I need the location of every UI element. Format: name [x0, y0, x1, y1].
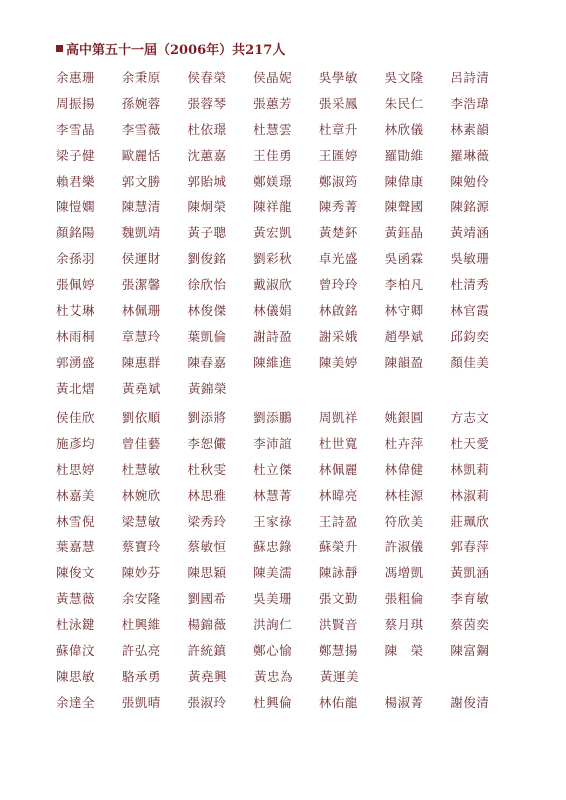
student-name: 陳俊文	[56, 565, 96, 581]
student-name: 劉彩秋	[253, 251, 293, 267]
student-name: 張采鳳	[318, 95, 358, 111]
student-name: 李雪晶	[56, 121, 96, 137]
student-name: 張佩婷	[56, 277, 96, 293]
student-name: 余惠珊	[56, 69, 96, 85]
name-list-block-1	[56, 64, 516, 401]
student-name: 王佳勇	[253, 147, 293, 163]
student-name: 梁子健	[56, 147, 96, 163]
student-name: 陳維進	[253, 354, 293, 370]
name-row	[56, 245, 516, 271]
name-row	[56, 508, 516, 534]
student-name: 李恕儼	[187, 435, 227, 451]
name-row	[56, 297, 516, 323]
student-name: 侯運財	[121, 251, 161, 267]
name-row	[56, 90, 516, 116]
square-bullet-icon	[56, 45, 63, 52]
student-name: 林素韻	[450, 121, 490, 137]
student-name: 王家祿	[253, 513, 293, 529]
student-name: 杜清秀	[450, 277, 490, 293]
student-name: 姚銀圓	[384, 409, 424, 425]
student-name: 陳愷嫻	[56, 199, 96, 215]
student-name: 林嘉美	[56, 487, 96, 503]
student-name: 陳美濡	[253, 565, 293, 581]
student-name: 鄭媄璟	[253, 173, 293, 189]
student-name: 符欣美	[384, 513, 424, 529]
heading-text: 高中第五十一屆（2006年）共217人	[66, 42, 286, 58]
name-row	[56, 482, 516, 508]
student-name: 劉俊銘	[187, 251, 227, 267]
student-name: 趙學斌	[384, 328, 424, 344]
student-name: 杜艾琳	[56, 302, 96, 318]
student-name: 林婉欣	[121, 487, 161, 503]
student-name: 謝采娥	[318, 328, 358, 344]
student-name: 葉嘉慧	[56, 539, 96, 555]
student-name: 劉依順	[121, 409, 161, 425]
student-name: 梁秀玲	[187, 513, 227, 529]
student-name: 杜興維	[121, 617, 161, 633]
student-name: 黃錦榮	[188, 380, 228, 396]
student-name: 陳思穎	[187, 565, 227, 581]
student-name: 郭春萍	[450, 539, 490, 555]
student-name: 李雪薇	[121, 121, 161, 137]
student-name: 陳祥龍	[253, 199, 293, 215]
student-name: 侯晶妮	[253, 69, 293, 85]
student-name: 林偉健	[384, 461, 424, 477]
student-name: 林雪倪	[56, 513, 96, 529]
student-name: 鄭淑筠	[318, 173, 358, 189]
student-name: 黃慧薇	[56, 591, 96, 607]
name-row	[56, 404, 516, 430]
name-row	[56, 585, 516, 611]
student-name: 黃忠為	[254, 668, 294, 684]
name-row	[56, 533, 516, 559]
student-name: 顏佳美	[450, 354, 490, 370]
student-name: 陳惠群	[121, 354, 161, 370]
student-name: 張蓉琴	[187, 95, 227, 111]
student-name: 李沛誼	[253, 435, 293, 451]
student-name: 葉凱倫	[187, 328, 227, 344]
student-name: 黃北熠	[56, 380, 96, 396]
student-name: 蔡寶玲	[121, 539, 161, 555]
student-name: 杜思婷	[56, 461, 96, 477]
student-name: 李育敏	[450, 591, 490, 607]
student-name: 蘇榮升	[318, 539, 358, 555]
student-name: 陳銘源	[450, 199, 490, 215]
name-row	[56, 349, 516, 375]
student-name: 劉國希	[187, 591, 227, 607]
student-name: 林佑龍	[318, 694, 358, 710]
student-name: 張凱晴	[121, 694, 161, 710]
student-name: 周凱祥	[318, 409, 358, 425]
student-name: 侯佳欣	[56, 409, 96, 425]
student-name: 蘇偉汶	[56, 642, 96, 658]
student-name: 陳聲國	[384, 199, 424, 215]
student-name: 吳學敏	[318, 69, 358, 85]
student-name: 曾玲玲	[318, 277, 358, 293]
student-name: 呂詩清	[450, 69, 490, 85]
student-name: 方志文	[450, 409, 490, 425]
name-row	[56, 375, 516, 401]
student-name: 戴淑欣	[253, 277, 293, 293]
student-name: 黃宏凱	[253, 225, 293, 241]
student-name: 余達全	[56, 694, 96, 710]
student-name: 羅勖維	[384, 147, 424, 163]
student-name: 蔡月琪	[384, 617, 424, 633]
student-name: 杜卉萍	[384, 435, 424, 451]
name-row	[56, 323, 516, 349]
student-name: 洪詢仁	[253, 617, 293, 633]
student-name: 周振揚	[56, 95, 96, 111]
student-name: 張文勤	[318, 591, 358, 607]
student-name: 陳炯榮	[187, 199, 227, 215]
student-name: 陳詠靜	[318, 565, 358, 581]
name-row	[56, 64, 516, 90]
student-name: 余秉原	[121, 69, 161, 85]
name-row	[56, 142, 516, 168]
student-name: 鄭慧揚	[318, 642, 358, 658]
student-name: 劉添將	[187, 409, 227, 425]
student-name: 陳妙芬	[121, 565, 161, 581]
student-name: 蘇忠錄	[253, 539, 293, 555]
student-name: 余安隆	[121, 591, 161, 607]
student-name: 陳富鋼	[450, 642, 490, 658]
student-name: 吳美珊	[253, 591, 293, 607]
student-name: 陳美婷	[318, 354, 358, 370]
student-name: 黃堯興	[188, 668, 228, 684]
student-name: 王詩盈	[318, 513, 358, 529]
name-row	[56, 663, 516, 689]
student-name: 卓光盛	[318, 251, 358, 267]
student-name: 林啟銘	[318, 302, 358, 318]
student-name: 羅琳薇	[450, 147, 490, 163]
student-name: 洪賢音	[318, 617, 358, 633]
student-name: 蔡茵奕	[450, 617, 490, 633]
name-row	[56, 637, 516, 663]
student-name: 李柏凡	[384, 277, 424, 293]
name-row	[56, 219, 516, 245]
student-name: 林暐亮	[318, 487, 358, 503]
student-name: 孫婉蓉	[121, 95, 161, 111]
student-name: 林欣儀	[384, 121, 424, 137]
student-name: 林桂源	[384, 487, 424, 503]
student-name: 楊淑菁	[384, 694, 424, 710]
student-name: 張粗倫	[384, 591, 424, 607]
student-name: 郭湧盛	[56, 354, 96, 370]
student-name: 王匯婷	[318, 147, 358, 163]
student-name: 陳偉康	[384, 173, 424, 189]
student-name: 林慧菁	[253, 487, 293, 503]
student-name: 施彥均	[56, 435, 96, 451]
student-name: 余孫羽	[56, 251, 96, 267]
student-name: 杜立傑	[253, 461, 293, 477]
student-name: 顏銘陽	[56, 225, 96, 241]
student-name: 黃凱涵	[450, 565, 490, 581]
student-name: 黃鈺晶	[384, 225, 424, 241]
name-row	[56, 430, 516, 456]
student-name: 陳春嘉	[187, 354, 227, 370]
student-name: 歐麗恬	[121, 147, 161, 163]
student-name: 郭貽城	[187, 173, 227, 189]
student-name: 許統鎮	[187, 642, 227, 658]
student-name: 謝俊清	[450, 694, 490, 710]
student-name: 杜慧敏	[121, 461, 161, 477]
student-name: 陳秀菁	[318, 199, 358, 215]
student-name: 許弘亮	[121, 642, 161, 658]
student-name: 陳慧清	[121, 199, 161, 215]
student-name: 林官霞	[450, 302, 490, 318]
student-name: 張潔馨	[121, 277, 161, 293]
student-name: 章慧玲	[121, 328, 161, 344]
student-name: 林淑莉	[450, 487, 490, 503]
student-name: 侯春榮	[187, 69, 227, 85]
student-name: 杜興倫	[253, 694, 293, 710]
student-name: 楊錦薇	[187, 617, 227, 633]
student-name: 陳韻盈	[384, 354, 424, 370]
student-name: 郭文勝	[121, 173, 161, 189]
student-name: 賴君樂	[56, 173, 96, 189]
student-name: 黃楚鈈	[318, 225, 358, 241]
student-name: 林儀娟	[253, 302, 293, 318]
student-name: 林守卿	[384, 302, 424, 318]
student-name: 蔡敏恒	[187, 539, 227, 555]
student-name: 鄭心愉	[253, 642, 293, 658]
student-name: 杜泳鍵	[56, 617, 96, 633]
student-name: 林佩麗	[318, 461, 358, 477]
student-name: 吳函霖	[384, 251, 424, 267]
student-name: 劉添鵬	[253, 409, 293, 425]
student-name: 林佩珊	[121, 302, 161, 318]
student-name: 林俊傑	[187, 302, 227, 318]
name-row	[56, 271, 516, 297]
student-name: 馮增凱	[384, 565, 424, 581]
student-name: 吳敏珊	[450, 251, 490, 267]
student-name: 陳 榮	[384, 642, 424, 658]
student-name: 杜秋雯	[187, 461, 227, 477]
student-name: 駱承勇	[122, 668, 162, 684]
student-name: 李浩瑋	[450, 95, 490, 111]
name-list-block-2	[56, 404, 516, 715]
student-name: 杜慧雲	[253, 121, 293, 137]
name-row	[56, 456, 516, 482]
student-name: 黃靖涵	[450, 225, 490, 241]
student-name: 朱民仁	[384, 95, 424, 111]
student-name: 杜依璟	[187, 121, 227, 137]
student-name: 邱鈞奕	[450, 328, 490, 344]
name-row	[56, 168, 516, 194]
student-name: 杜天愛	[450, 435, 490, 451]
student-name: 張淑玲	[187, 694, 227, 710]
student-name: 梁慧敏	[121, 513, 161, 529]
student-name: 曾佳藝	[121, 435, 161, 451]
student-name: 杜世寬	[318, 435, 358, 451]
student-name: 黃堯斌	[122, 380, 162, 396]
student-name: 謝詩盈	[253, 328, 293, 344]
student-name: 沈蕙嘉	[187, 147, 227, 163]
student-name: 陳思敏	[56, 668, 96, 684]
student-name: 林雨桐	[56, 328, 96, 344]
name-row	[56, 611, 516, 637]
student-name: 黃運美	[320, 668, 360, 684]
student-name: 黃子聰	[187, 225, 227, 241]
student-name: 林思雅	[187, 487, 227, 503]
name-row	[56, 689, 516, 715]
student-name: 魏凱靖	[121, 225, 161, 241]
student-name: 陳勉伶	[450, 173, 490, 189]
page-heading	[56, 38, 285, 58]
name-row	[56, 116, 516, 142]
name-row	[56, 193, 516, 219]
student-name: 吳文隆	[384, 69, 424, 85]
student-name: 張蕙芳	[253, 95, 293, 111]
student-name: 徐欣怡	[187, 277, 227, 293]
student-name: 林凱莉	[450, 461, 490, 477]
student-name: 許淑儀	[384, 539, 424, 555]
student-name: 杜章升	[318, 121, 358, 137]
name-row	[56, 559, 516, 585]
student-name: 莊珮欣	[450, 513, 490, 529]
